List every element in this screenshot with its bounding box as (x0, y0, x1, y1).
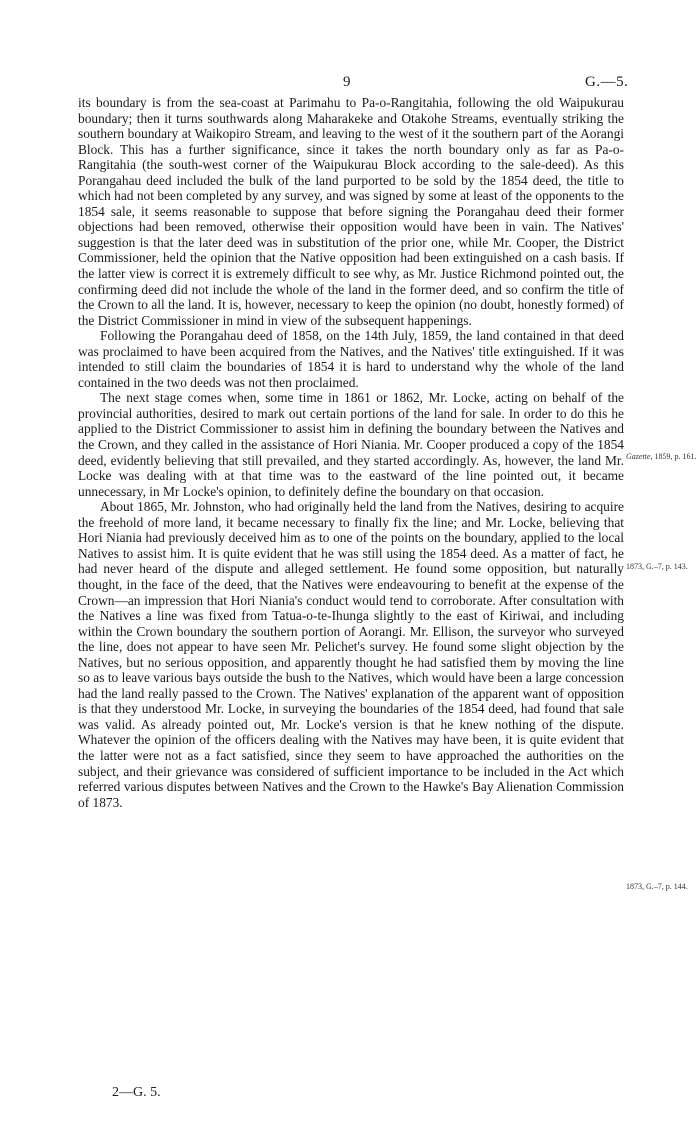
page-number: 9 (343, 74, 351, 90)
paragraph: its boundary is from the sea-coast at Parimahu to Pa-o-Rangitahia, following the old Waipukurau boundary; then it turns southwards along Maharakeke and Otakohe Streams, eventually striking the southern boundary at Waikopiro Stream, and leaving to the west of it the southern part of the Aorangi Block. This has a further significance, since it takes the north boundary only as far as Pa-o-Rangitahia (the south-west corner of the Waipukurau Block according to the sale-deed). As this Porangahau deed included the bulk of the land purported to be sold by the 1854 deed, the title to which had not been completed by any survey, and was signed by some at least of the opponents to the 1854 sale, it seems reasonable to suppose that before signing the Porangahau deed their former objections had been removed, otherwise their opposition would have been in vain. The Natives' suggestion is that the later deed was in substitution of the prior one, while Mr. Cooper, the District Commissioner, held the opinion that the Native opposition had been extinguished on a cash basis. If the latter view is correct it is extremely difficult to see why, as Mr. Justice Richmond pointed out, the confirming deed did not include the whole of the land in the former deed, and so confirm the title of the Crown to all the land. It is, however, necessary to keep the opinion (no doubt, honestly formed) of the District Commissioner in mind in view of the subsequent happenings. (78, 95, 624, 328)
paragraph: The next stage comes when, some time in 1861 or 1862, Mr. Locke, acting on behalf of the provincial authorities, desired to mark out certain portions of the land for sale. In order to do this he applied to the District Commissioner to assist him in defining the boundary between the Natives and the Crown, and they called in the assistance of Hori Niania. Mr. Cooper produced a copy of the 1854 deed, evidently believing that still prevailed, and they started accordingly. As, however, the land Mr. Locke was dealing with at that time was to the eastward of the line pointed out, it became unnecessary, in Mr Locke's opinion, to definitely define the boundary on that occasion. (78, 390, 624, 499)
margin-note-reference (626, 882, 698, 892)
margin-note-text: 1873, G.–7, p. 143. (626, 562, 688, 571)
margin-note-italic: Gazette, (626, 452, 653, 461)
body-text (78, 95, 624, 810)
page-signature: 2—G. 5. (112, 1085, 161, 1100)
paragraph: About 1865, Mr. Johnston, who had originally held the land from the Natives, desiring to acquire the freehold of more land, it became necessary to finally fix the line; and Mr. Locke, believing that Hori Niania had previously deceived him as to one of the points on the boundary, applied to the local Natives to assist him. It is quite evident that he was still using the 1854 deed. As a matter of fact, he had never heard of the dispute and alleged settlement. He found some opposition, but naturally thought, in the face of the deed, that the Natives were endeavouring to benefit at the expense of the Crown—an impression that Hori Niania's conduct would tend to corroborate. After consultation with the Natives a line was fixed from Tatua-o-te-Ihunga slightly to the east of Kiriwai, and including within the Crown boundary the southern portion of Aorangi. Mr. Ellison, the surveyor who surveyed the line, does not appear to have seen Mr. Pelichet's survey. He found some slight objection by the Natives, but no serious opposition, and apparently thought he had satisfied them by moving the line so as to leave various bays outside the bush to the Natives, which would have been a large concession had the land really passed to the Crown. The Natives' explanation of the apparent want of opposition is that they understood Mr. Locke, in surveying the boundaries of the 1854 deed, had found that sale was valid. As already pointed out, Mr. Locke's version is that he knew nothing of the dispute. Whatever the opinion of the officers dealing with the Natives may have been, it is quite evident that the latter were not as a fact satisfied, since they seem to have approached the authorities on the subject, and their grievance was considered of sufficient importance to be included in the Act which referred various disputes between Natives and the Crown to the Hawke's Bay Alienation Commission of 1873. (78, 499, 624, 810)
document-reference: G.—5. (585, 74, 629, 90)
margin-note-gazette (626, 452, 698, 462)
margin-note-text: 1873, G.–7, p. 144. (626, 882, 688, 891)
margin-note-text: 1859, p. 161. (652, 452, 697, 461)
paragraph: Following the Porangahau deed of 1858, on the 14th July, 1859, the land contained in that deed was proclaimed to have been acquired from the Natives, and the Natives' title extinguished. If it was intended to still claim the boundaries of 1854 it is hard to understand why the whole of the land contained in the two deeds was not then proclaimed. (78, 328, 624, 390)
margin-note-reference (626, 562, 698, 572)
